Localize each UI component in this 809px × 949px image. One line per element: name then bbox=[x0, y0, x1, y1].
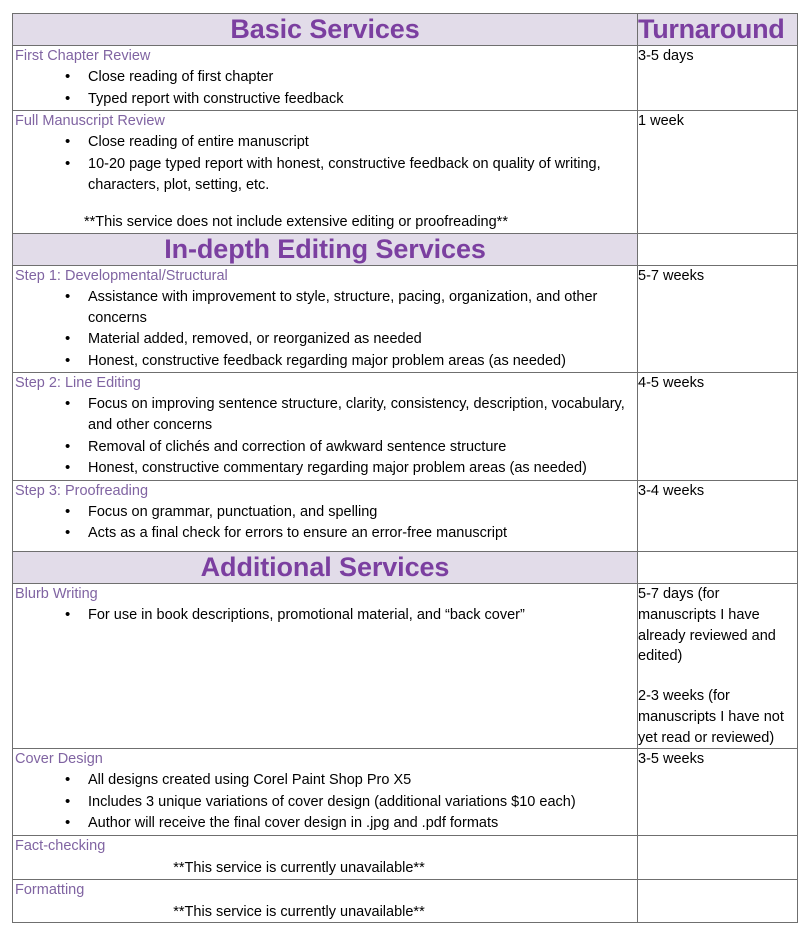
turnaround-value: 4-5 weeks bbox=[638, 375, 705, 392]
list-item: • Material added, removed, or reorganized as needed bbox=[65, 329, 637, 350]
column-heading-turnaround: Turnaround bbox=[638, 14, 785, 44]
list-item: • Focus on improving sentence structure, clarity, consistency, description, vocabulary, and other concerns bbox=[65, 394, 637, 435]
list-item: • Focus on grammar, punctuation, and spelling bbox=[65, 502, 637, 523]
list-item: • Includes 3 unique variations of cover design (additional variations $10 each) bbox=[65, 792, 637, 813]
service-title: Cover Design bbox=[15, 751, 103, 768]
service-cell bbox=[13, 373, 638, 480]
turnaround-cell bbox=[638, 480, 798, 551]
table-row bbox=[13, 879, 798, 923]
turnaround-cell bbox=[638, 584, 798, 749]
list-item: • Close reading of entire manuscript bbox=[65, 132, 637, 153]
service-bullet-list bbox=[13, 770, 637, 834]
service-unavailable-note: **This service is currently unavailable** bbox=[173, 860, 425, 877]
list-item: • Author will receive the final cover design in .jpg and .pdf formats bbox=[65, 813, 637, 834]
turnaround-cell bbox=[638, 46, 798, 111]
table-row bbox=[13, 46, 798, 111]
section-heading-cell bbox=[13, 551, 638, 583]
list-item: • For use in book descriptions, promotional material, and “back cover” bbox=[65, 605, 637, 626]
list-item: • Honest, constructive feedback regarding major problem areas (as needed) bbox=[65, 351, 637, 372]
turnaround-value: 3-5 weeks bbox=[638, 751, 705, 768]
turnaround-empty-cell bbox=[638, 879, 798, 923]
list-item: • Typed report with constructive feedback bbox=[65, 89, 637, 110]
turnaround-value: 5-7 days (for manuscripts I have already reviewed and edited) bbox=[638, 586, 776, 665]
service-unavailable-note: **This service is currently unavailable** bbox=[173, 903, 425, 920]
service-cell bbox=[13, 749, 638, 836]
turnaround-value: 5-7 weeks bbox=[638, 268, 705, 285]
service-bullet-list bbox=[13, 67, 637, 109]
service-title: Fact-checking bbox=[15, 838, 106, 855]
services-table bbox=[12, 13, 798, 923]
turnaround-value-secondary: 2-3 weeks (for manuscripts I have not yet read or reviewed) bbox=[638, 688, 784, 746]
service-title: Step 3: Proofreading bbox=[15, 482, 149, 499]
table-row bbox=[13, 480, 798, 551]
list-item: • 10-20 page typed report with honest, constructive feedback on quality of writing, characters, plot, setting, etc. bbox=[65, 154, 637, 195]
service-bullet-list bbox=[13, 502, 637, 544]
list-item: • Removal of clichés and correction of awkward sentence structure bbox=[65, 437, 637, 458]
service-bullet-list bbox=[13, 132, 637, 195]
section-heading-in-depth-editing-services: In-depth Editing Services bbox=[164, 233, 486, 264]
turnaround-value: 3-4 weeks bbox=[638, 482, 705, 499]
list-item: • All designs created using Corel Paint Shop Pro X5 bbox=[65, 770, 637, 791]
spacer bbox=[13, 545, 637, 551]
turnaround-empty-cell bbox=[638, 233, 798, 265]
table-row bbox=[13, 373, 798, 480]
service-cell bbox=[13, 584, 638, 749]
turnaround-empty-cell bbox=[638, 836, 798, 880]
service-cell bbox=[13, 266, 638, 373]
service-cell bbox=[13, 836, 638, 880]
list-item: • Honest, constructive commentary regarding major problem areas (as needed) bbox=[65, 458, 637, 479]
list-item: • Close reading of first chapter bbox=[65, 67, 637, 88]
turnaround-value: 1 week bbox=[638, 113, 684, 130]
service-title: Blurb Writing bbox=[15, 586, 98, 603]
service-cell bbox=[13, 111, 638, 233]
section-heading-basic-services: Basic Services bbox=[230, 14, 420, 44]
list-item: • Acts as a final check for errors to ensure an error-free manuscript bbox=[65, 523, 637, 544]
service-title: Full Manuscript Review bbox=[15, 113, 165, 130]
table-row bbox=[13, 266, 798, 373]
turnaround-cell bbox=[638, 111, 798, 233]
section-heading-cell bbox=[13, 14, 638, 46]
service-cell bbox=[13, 46, 638, 111]
section-header-row bbox=[13, 551, 798, 583]
table-row bbox=[13, 584, 798, 749]
table-row bbox=[13, 111, 798, 233]
service-title: Step 2: Line Editing bbox=[15, 375, 141, 392]
service-bullet-list bbox=[13, 394, 637, 478]
service-cell bbox=[13, 480, 638, 551]
section-header-row bbox=[13, 14, 798, 46]
service-title: Formatting bbox=[15, 881, 85, 898]
service-bullet-list bbox=[13, 287, 637, 371]
turnaround-cell bbox=[638, 749, 798, 836]
section-heading-cell bbox=[13, 233, 638, 265]
turnaround-cell bbox=[638, 373, 798, 480]
service-cell bbox=[13, 879, 638, 923]
turnaround-empty-cell bbox=[638, 551, 798, 583]
service-note: **This service does not include extensive editing or proofreading** bbox=[84, 214, 508, 231]
service-bullet-list bbox=[13, 605, 637, 626]
turnaround-value: 3-5 days bbox=[638, 48, 694, 65]
turnaround-heading-cell bbox=[638, 14, 798, 46]
table-row bbox=[13, 749, 798, 836]
section-heading-additional-services: Additional Services bbox=[200, 551, 450, 582]
section-header-row bbox=[13, 233, 798, 265]
table-row bbox=[13, 836, 798, 880]
turnaround-cell bbox=[638, 266, 798, 373]
service-title: Step 1: Developmental/Structural bbox=[15, 268, 228, 285]
service-title: First Chapter Review bbox=[15, 48, 151, 65]
list-item: • Assistance with improvement to style, structure, pacing, organization, and other concerns bbox=[65, 287, 637, 328]
